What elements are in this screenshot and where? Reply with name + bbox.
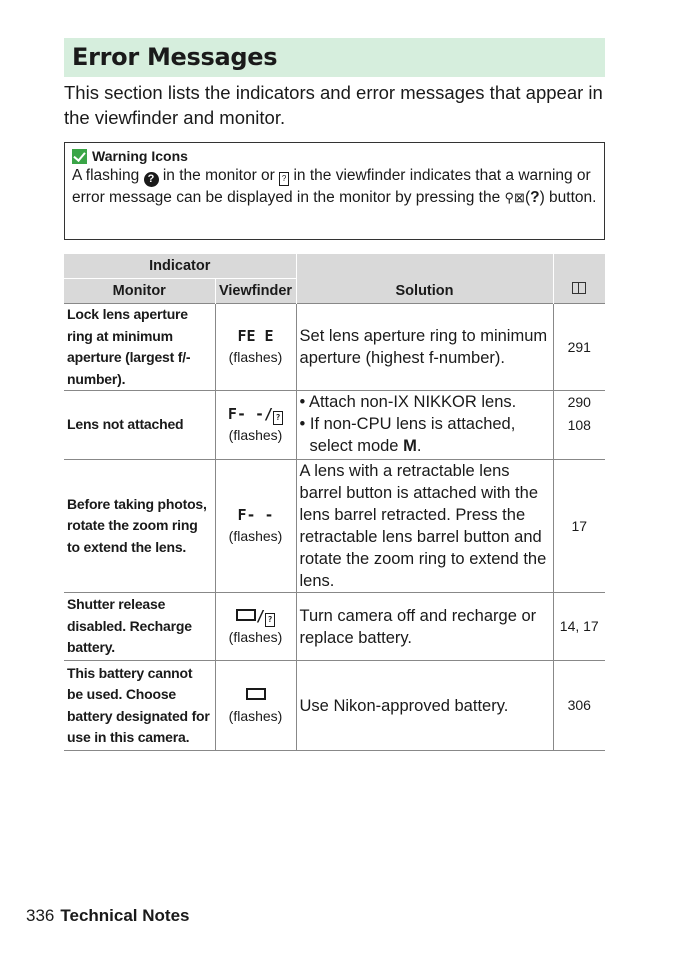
solution-bullet-text: • If non-CPU lens is attached, select mode: [299, 415, 516, 455]
section-name: Technical Notes: [60, 906, 190, 925]
solution-cell: Turn camera off and recharge or replace battery.: [296, 593, 553, 661]
note-text: (: [524, 189, 531, 206]
viewfinder-note: (flashes): [228, 349, 283, 365]
header-monitor: Monitor: [64, 279, 215, 304]
page-ref-2: 108: [567, 417, 591, 433]
note-heading: [72, 147, 597, 165]
viewfinder-cell: [215, 460, 296, 593]
page-title: Error Messages: [72, 43, 278, 71]
monitor-cell: This battery cannot be used. Choose battery designated for use in this camera.: [64, 661, 215, 751]
battery-icon: [236, 609, 256, 621]
page-footer: [26, 906, 190, 926]
intro-text: This section lists the indicators and error messages that appear in the viewfinder and monitor.: [64, 82, 603, 128]
viewfinder-symbol: FE E: [237, 327, 274, 345]
note-heading-label: Warning Icons: [92, 148, 188, 164]
header-viewfinder: Viewfinder: [215, 279, 296, 304]
page-ref: 291: [553, 304, 605, 391]
viewfinder-symbol: [216, 685, 296, 706]
solution-bullet: • Attach non-IX NIKKOR lens.: [299, 393, 517, 411]
solution-cell: Set lens aperture ring to minimum aperture (highest f-number).: [296, 304, 553, 391]
solution-bullet: [300, 413, 550, 457]
monitor-cell: Before taking photos, rotate the zoom ring to extend the lens.: [64, 460, 215, 593]
header-indicator: Indicator: [64, 254, 296, 279]
viewfinder-symbol: [216, 606, 296, 627]
checkmark-icon: [72, 149, 87, 164]
note-text: ) button.: [539, 189, 597, 206]
solution-cell: [296, 391, 553, 460]
solution-cell: Use Nikon-approved battery.: [296, 661, 553, 751]
mode-label: M: [403, 437, 417, 455]
table-row: [64, 304, 605, 391]
viewfinder-note: (flashes): [228, 528, 283, 544]
note-text: A flashing: [72, 167, 140, 184]
viewfinder-symbol-text: F- -/: [227, 405, 274, 423]
viewfinder-symbol: [216, 404, 296, 425]
viewfinder-symbol: F- -: [237, 506, 274, 524]
monitor-cell: Lens not attached: [64, 391, 215, 460]
page-ref: 306: [553, 661, 605, 751]
error-table: [64, 254, 605, 751]
help-glyph: ?: [530, 189, 540, 206]
table-row: [64, 593, 605, 661]
page-ref: 14, 17: [553, 593, 605, 661]
note-body: [72, 165, 597, 209]
monitor-cell: Lock lens aperture ring at minimum aperture (largest f/-number).: [64, 304, 215, 391]
viewfinder-symbol-text: /: [255, 606, 266, 625]
title-bar: [64, 38, 605, 77]
page-ref-1: 290: [567, 394, 591, 410]
page-ref: 17: [553, 460, 605, 593]
header-solution: Solution: [296, 254, 553, 304]
page-ref: [553, 391, 605, 460]
viewfinder-note: (flashes): [228, 427, 283, 443]
help-box-icon: ?: [265, 613, 275, 627]
viewfinder-cell: [215, 661, 296, 751]
viewfinder-cell: [215, 593, 296, 661]
battery-icon: [246, 688, 266, 700]
note-text: in the monitor or: [162, 167, 275, 184]
help-box-icon: ?: [279, 172, 289, 186]
viewfinder-note: (flashes): [228, 628, 283, 645]
zoom-out-button-icon: ⚲⊠: [504, 190, 525, 205]
viewfinder-cell: [215, 304, 296, 391]
help-circle-icon: ?: [144, 172, 159, 187]
table-row: [64, 460, 605, 593]
viewfinder-note: (flashes): [228, 707, 283, 724]
table-row: [64, 391, 605, 460]
page-number: 336: [26, 906, 55, 925]
solution-cell: A lens with a retractable lens barrel button is attached with the lens barrel retracted. Press the retractable lens barrel button and rotate the zoom ring to extend the lens.: [296, 460, 553, 593]
viewfinder-cell: [215, 391, 296, 460]
monitor-cell: Shutter release disabled. Recharge battery.: [64, 593, 215, 661]
warning-icons-note: [64, 142, 605, 240]
help-box-icon: ?: [273, 411, 283, 425]
book-icon: [572, 282, 586, 294]
solution-bullet-text: .: [416, 437, 422, 455]
header-page: [553, 254, 605, 304]
table-row: [64, 661, 605, 751]
note-text: in the viewfinder indicates that a warning or error message can be displayed in the monitor by pressing the: [72, 167, 591, 206]
